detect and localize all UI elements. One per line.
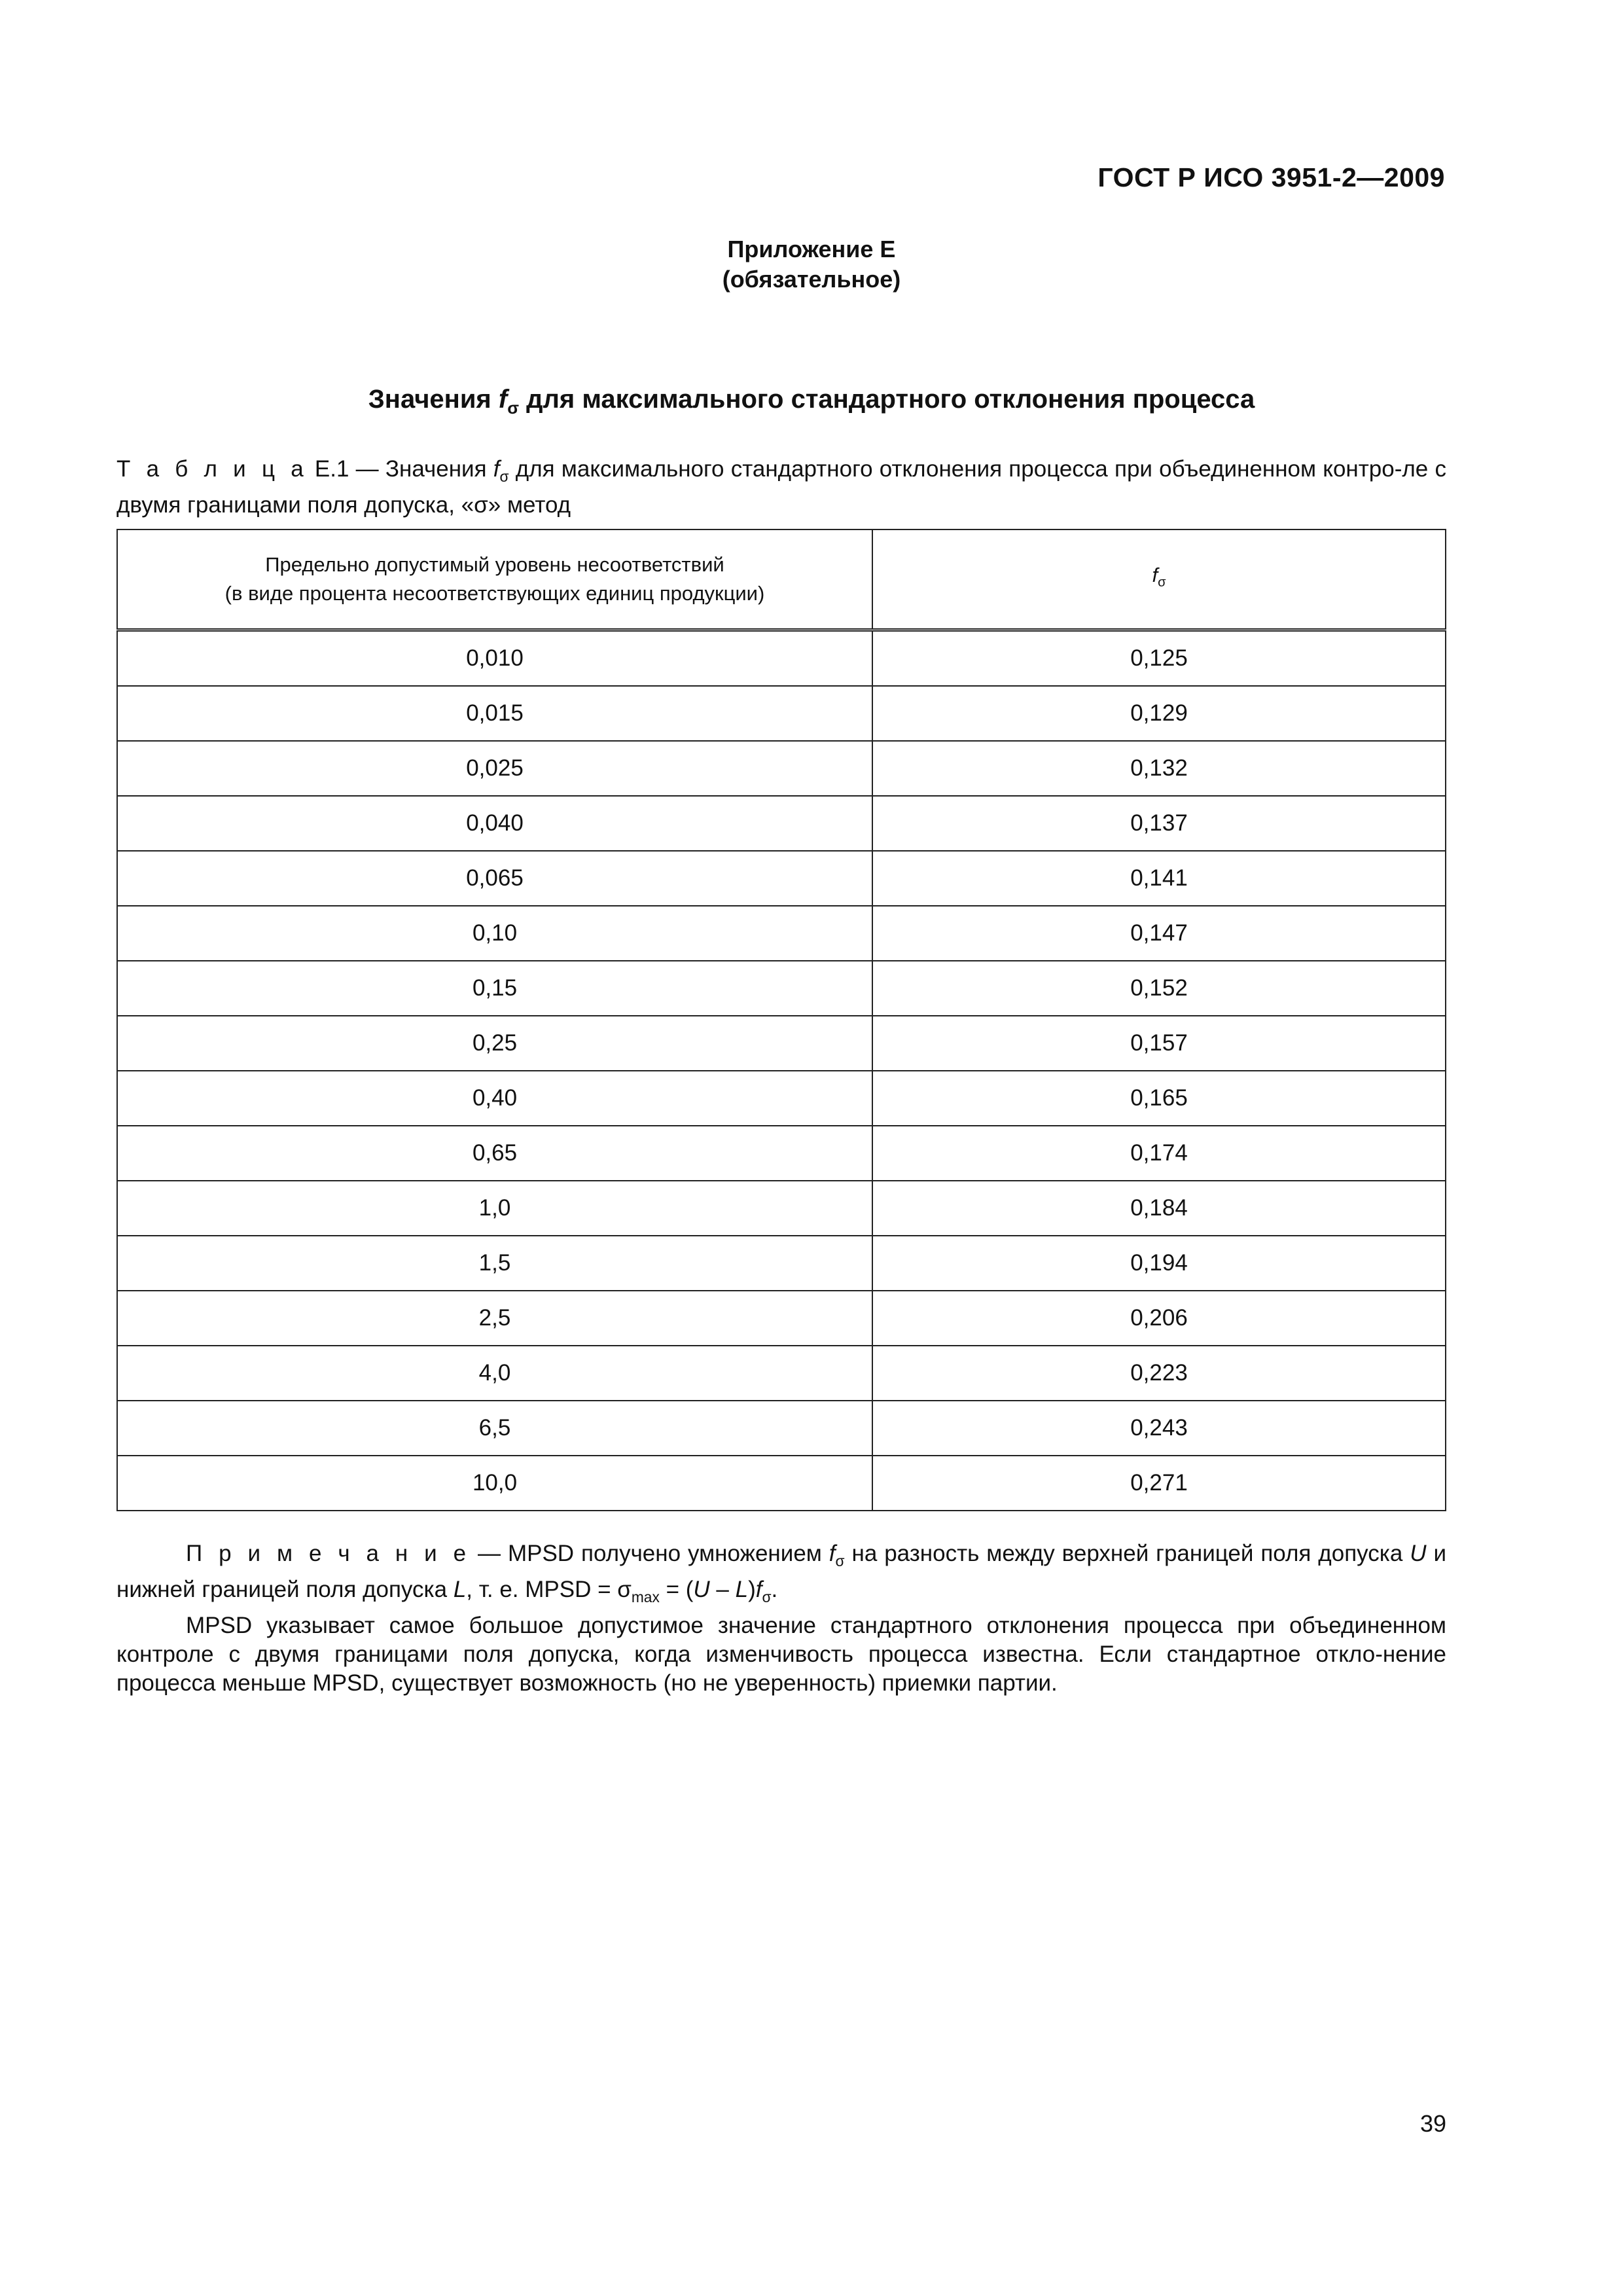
nonconformity-level-cell: 10,0 [117, 1456, 872, 1511]
table-row [117, 1181, 1446, 1236]
table-row [117, 1236, 1446, 1291]
section-title-start: Значения [368, 385, 499, 414]
header-col1-line1: Предельно допустимый уровень несоответствий [265, 553, 724, 576]
nonconformity-level-cell: 0,15 [117, 961, 872, 1016]
f-sigma-table [116, 529, 1446, 1511]
page-number: 39 [1419, 2110, 1446, 2137]
caption-label: Т а б л и ц а [116, 456, 308, 482]
f-sigma-value-cell: 0,206 [872, 1291, 1446, 1346]
note-text: ) [748, 1576, 756, 1602]
appendix-heading [0, 234, 1623, 295]
sigma-subscript: σ [507, 398, 519, 418]
note-text: = ( [659, 1576, 694, 1602]
table-row [117, 1456, 1446, 1511]
f-sigma-symbol: f [498, 385, 508, 414]
document-code: ГОСТ Р ИСО 3951-2—2009 [1097, 162, 1445, 192]
note-u-symbol: U [1410, 1541, 1427, 1566]
note-l-symbol: L [453, 1576, 467, 1602]
note-sigma-subscript: σ [762, 1588, 772, 1605]
f-sigma-value-cell: 0,223 [872, 1346, 1446, 1401]
table-row [117, 851, 1446, 906]
section-title [0, 385, 1623, 418]
f-sigma-value-cell: 0,129 [872, 686, 1446, 741]
nonconformity-level-cell: 1,5 [117, 1236, 872, 1291]
f-sigma-value-cell: 0,137 [872, 796, 1446, 851]
nonconformity-level-cell: 1,0 [117, 1181, 872, 1236]
f-sigma-value-cell: 0,194 [872, 1236, 1446, 1291]
table-row [117, 741, 1446, 796]
note-text: — MPSD получено умножением [471, 1541, 829, 1566]
caption-sigma-subscript: σ [499, 467, 509, 485]
table-row [117, 1071, 1446, 1126]
table-row [117, 796, 1446, 851]
note-f-symbol: f [755, 1576, 762, 1602]
table-body [117, 630, 1446, 1511]
note-max-subscript: max [631, 1588, 660, 1605]
nonconformity-level-cell: 0,40 [117, 1071, 872, 1126]
table-row [117, 1346, 1446, 1401]
note-f-symbol: f [829, 1541, 836, 1566]
note-text: – [709, 1576, 736, 1602]
caption-text: для максимального стандартного отклонения процесса при объединенном контро-ле с двумя границами поля допуска, «σ» метод [116, 456, 1446, 518]
table-row [117, 1401, 1446, 1456]
note-paragraph-2: MPSD указывает самое большое допустимое значение стандартного отклонения процесса при объединенном контроле с двумя границами поля допуска, когда изменчивость процесса известна. Если стандартное откло-нение процесса меньше MPSD, существует возможность (но не уверенность) приемки партии. [116, 1612, 1446, 1696]
table-row [117, 630, 1446, 687]
header-f-sigma [872, 529, 1446, 630]
nonconformity-level-cell: 0,025 [117, 741, 872, 796]
nonconformity-level-cell: 4,0 [117, 1346, 872, 1401]
table-row [117, 1126, 1446, 1181]
header-col1-line2: (в виде процента несоответствующих единиц продукции) [224, 582, 765, 605]
f-sigma-value-cell: 0,157 [872, 1016, 1446, 1071]
nonconformity-level-cell: 2,5 [117, 1291, 872, 1346]
table-row [117, 686, 1446, 741]
nonconformity-level-cell: 0,015 [117, 686, 872, 741]
caption-f-symbol: f [493, 456, 500, 482]
table-row [117, 1291, 1446, 1346]
f-sigma-value-cell: 0,174 [872, 1126, 1446, 1181]
nonconformity-level-cell: 6,5 [117, 1401, 872, 1456]
table-row [117, 1016, 1446, 1071]
nonconformity-level-cell: 0,10 [117, 906, 872, 961]
note-text: и нижней границей поля допуска [116, 1541, 1446, 1602]
table-row [117, 906, 1446, 961]
table-caption [116, 455, 1446, 520]
table-row [117, 961, 1446, 1016]
nonconformity-level-cell: 0,65 [117, 1126, 872, 1181]
note-sigma-subscript: σ [835, 1552, 845, 1570]
note-paragraph-1 [116, 1539, 1446, 1611]
f-sigma-value-cell: 0,165 [872, 1071, 1446, 1126]
header-f-symbol: f [1152, 564, 1158, 587]
note-text: , т. е. MPSD = σ [466, 1576, 632, 1602]
table-header-row [117, 529, 1446, 630]
f-sigma-value-cell: 0,243 [872, 1401, 1446, 1456]
caption-number: Е.1 — Значения [308, 456, 493, 482]
note-u-symbol: U [693, 1576, 710, 1602]
note-label: П р и м е ч а н и е [186, 1541, 471, 1566]
section-title-end: для максимального стандартного отклонения процесса [519, 385, 1255, 414]
appendix-status: (обязательное) [722, 266, 901, 293]
f-sigma-value-cell: 0,152 [872, 961, 1446, 1016]
appendix-title: Приложение Е [727, 236, 896, 262]
nonconformity-level-cell: 0,065 [117, 851, 872, 906]
note-block [116, 1539, 1446, 1698]
f-sigma-value-cell: 0,132 [872, 741, 1446, 796]
f-sigma-value-cell: 0,125 [872, 630, 1446, 687]
nonconformity-level-cell: 0,25 [117, 1016, 872, 1071]
f-sigma-value-cell: 0,141 [872, 851, 1446, 906]
f-sigma-value-cell: 0,147 [872, 906, 1446, 961]
header-nonconformity-level [117, 529, 872, 630]
note-text: на разность между верхней границей поля допуска [844, 1541, 1410, 1566]
nonconformity-level-cell: 0,040 [117, 796, 872, 851]
nonconformity-level-cell: 0,010 [117, 630, 872, 687]
note-l-symbol: L [735, 1576, 749, 1602]
header-sigma-subscript: σ [1158, 575, 1166, 590]
note-text: . [771, 1576, 778, 1602]
f-sigma-value-cell: 0,271 [872, 1456, 1446, 1511]
f-sigma-value-cell: 0,184 [872, 1181, 1446, 1236]
